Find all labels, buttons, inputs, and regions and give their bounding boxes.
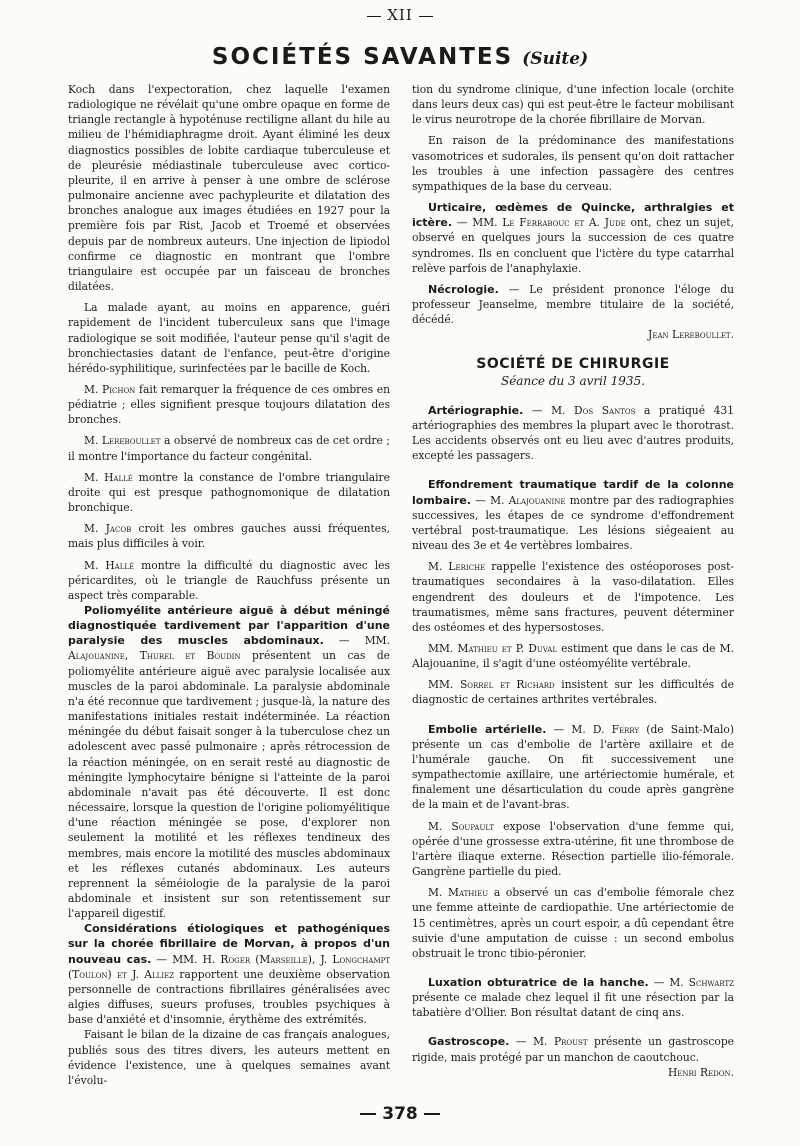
entry-title: Considérations étiologiques et pathogéniques sur la chorée fibrillaire de Morvan, à propos d'un nouveau cas.	[68, 922, 390, 966]
paragraph-text: a observé un cas d'embolie fémorale chez une femme atteinte de cardiopathie. Une artériectomie de 15 centimètres, après un court espoir, a dû cependant être suivie d'une amputation de cuisse : un second embolus obstruait le tronc tibio-péronier.	[412, 886, 734, 960]
page-number-dash-left	[360, 1113, 376, 1115]
paragraph	[68, 433, 390, 463]
paragraph-text: — Le président prononce l'éloge du professeur Jeanselme, membre titulaire de la société, décédé.	[412, 282, 734, 327]
speaker-name: MM. Mathieu et P. Duval	[428, 642, 558, 655]
entry-luxation: Luxation obturatrice de la hanche. — M. Schwartz présente ce malade chez lequel il fit une résection par la tabatière d'Ollier. Bon résultat datant de cinq ans.	[412, 975, 735, 1020]
paragraph-text: montre par des radiographies successives, les étapes de ce syndrome d'effondrement vertébral post-traumatique. Les lésions siégeaient au niveau des 3e et 4e vertèbres lombaires.	[412, 493, 734, 553]
speaker-name: M. Hallé	[84, 470, 133, 484]
paragraph	[68, 558, 390, 603]
speaker-name: M. Dos Santos	[551, 403, 636, 417]
entry-title: Urticaire, œdèmes de Quincke, arthralgies et ictère.	[412, 201, 734, 230]
entry-title: Gastroscope.	[428, 1035, 510, 1049]
entry-title: Poliomyélite antérieure aiguë à début méningé diagnostiquée tardivement par l'apparition d'une paralysie des muscles abdominaux.	[68, 604, 390, 648]
entry-title: Embolie artérielle.	[428, 722, 547, 736]
speaker-name: M. D. Ferry	[571, 722, 640, 736]
paragraph-text: montre la constance de l'ombre triangulaire droite qui est presque pathognomonique de dilatation bronchique.	[68, 470, 390, 515]
section-heading-suffix: (Suite)	[522, 49, 589, 69]
page-title	[0, 44, 800, 70]
paragraph: La malade ayant, au moins en apparence, guéri rapidement de l'incident tuberculeux sans que l'image radiologique se soit modifiée, l'auteur pense qu'il s'agit de bronchiectasies datant de l'enfance, peut-être d'origine hérédo-syphilitique, surinfectées par le bacille de Koch.	[68, 301, 390, 375]
entry-morvan: Considérations étiologiques et pathogéniques sur la chorée fibrillaire de Morvan, à propos d'un nouveau cas. — MM. H. Roger (Marseille), J. Longchampt (Toulon) et J. Alliez rapportent une deuxième observation personnelle de contractions fibrillaires généralisées avec algies diffuses, sueurs profuses, troubles psychiques à base d'anxiété et d'insomnie, érythème des extrémités.	[68, 922, 391, 1027]
entry-urticaire: Urticaire, œdèmes de Quincke, arthralgies et ictère. — MM. Le Ferrabouc et A. Jude ont, chez un sujet, observé en quelques jours la succession de ces quatre syndromes. Ils en concluent que l'ictère du type catarrhal relève parfois de l'anaphylaxie.	[412, 201, 735, 275]
signature: Jean Lereboullet.	[648, 328, 734, 342]
paragraph	[412, 559, 734, 635]
signature: Henri Redon.	[667, 1065, 734, 1079]
paragraph-text: présentent un cas de poliomyélite antérieure aiguë avec paralysie localisée aux muscles de la paroi abdominale. La paralysie abdominale n'a été reconnue que tardivement ; jusque-là, la nature des manifestations initiales restait indéterminée. La réaction méningée du début faisait songer à la tuberculose chez un adolescent avec passé pulmonaire ; après rétrocession de la réaction méningée, on en serait resté au diagnostic de méningite lymphocytaire bénigne si l'atteinte de la paroi abdominale n'avait pas été découverte. Il est donc nécessaire, lorsque la question de l'origine poliomyélitique d'une réaction méningée se pose, d'explorer non seulement la motilité et les réflexes tendineux des membres, mais encore la motilité des muscles abdominaux et les réflexes cutanés abdominaux. Les auteurs reprennent la séméiologie de la paralysie de la paroi abdominale et insistent sur son retentissement sur l'appareil digestif.	[68, 649, 390, 921]
paragraph: Koch dans l'expectoration, chez laquelle l'examen radiologique ne révélait qu'une ombre opaque en forme de triangle rectangle à hypoténuse rectiligne allant du hile au milieu de l'hémidiaphragme droit. Ayant éliminé les deux diagnostics possibles de lobite cardiaque tuberculeuse et de pleurésie médiastinale tuberculeuse avec cortico-pleurite, il en arrive à penser à une ombre de sclérose pulmonaire ancienne avec pachypleurite et dilatation des bronches analogue aux images étudiées en 1927 pour la première fois par Rist, Jacob et Troemé et observées depuis par de nombreux auteurs. Une injection de lipiodol confirme ce diagnostic en montrant que l'ombre triangulaire est occupée par un faisceau de bronches dilatées.	[68, 83, 390, 294]
speaker-name: MM. Sorrel et Richard	[428, 678, 555, 692]
paragraph	[68, 470, 390, 515]
paragraph-text: estiment que dans le cas de M. Alajouanine, il s'agit d'une ostéomyélite vertébrale.	[412, 642, 734, 671]
section-heading: SOCIÉTÉS SAVANTES	[211, 44, 514, 70]
folio	[0, 6, 800, 24]
entry-title: Nécrologie.	[428, 282, 499, 296]
speaker-name: MM. Le Ferrabouc et A. Jude	[472, 216, 626, 230]
entry-title: Effondrement traumatique tardif de la colonne lombaire.	[412, 478, 734, 507]
paragraph-text: fait remarquer la fréquence de ces ombres en pédiatrie ; elles signifient presque toujours dilatation des bronches.	[68, 382, 390, 427]
speaker-name: MM. H. Roger (Marseille), J. Longchampt (Toulon) et J. Alliez	[68, 952, 391, 981]
entry-title: Luxation obturatrice de la hanche.	[428, 975, 649, 989]
paragraph: En raison de la prédominance des manifestations vasomotrices et sudorales, ils pensent qu'on doit rattacher les troubles à une infection passagère des centres sympathiques de la base du cerveau.	[412, 134, 734, 193]
speaker-name: M. Pichon	[84, 382, 136, 396]
paragraph: tion du syndrome clinique, d'une infection locale (orchite dans leurs deux cas) qui est peut-être le facteur mobilisant le virus neurotrope de la chorée fibrillaire de Morvan.	[412, 83, 734, 127]
paragraph-text: (de Saint-Malo) présente un cas d'embolie de l'artère axillaire et de l'humérale gauche. On fit successivement une sympathectomie axillaire, une artériectomie humérale, et finalement une désarticulation du coude après gangrène de la main et de l'avant-bras.	[412, 722, 735, 812]
entry-embolie: Embolie artérielle. — M. D. Ferry (de Saint-Malo) présente un cas d'embolie de l'artère axillaire et de l'humérale gauche. On fit successivement une sympathectomie axillaire, une artériectomie humérale, et finalement une désarticulation du coude après gangrène de la main et de l'avant-bras.	[412, 722, 735, 812]
paragraph	[412, 885, 734, 961]
folio-number: XII	[387, 6, 413, 24]
folio-dash-right	[419, 16, 433, 17]
speaker-name: M. Alajouanine	[490, 493, 566, 507]
entry-arteriographie: Artériographie. — M. Dos Santos a pratiqué 431 artériographies des membres la plupart avec le thorotrast. Les accidents observés ont eu lieu avec d'autres produits, excepté les passagers.	[412, 403, 734, 463]
speaker-name: MM. Alajouanine, Thurel et Boudin	[68, 634, 390, 663]
session-date: Séance du 3 avril 1935.	[500, 373, 646, 388]
page-number-dash-right	[424, 1113, 440, 1115]
page-number	[0, 1104, 800, 1124]
entry-title: Artériographie.	[428, 403, 524, 417]
paragraph-text: a pratiqué 431 artériographies des membres la plupart avec le thorotrast. Les accidents observés ont eu lieu avec d'autres produits, excepté les passagers.	[412, 403, 734, 463]
speaker-name: M. Lereboullet	[84, 434, 161, 448]
speaker-name: M. Jacob	[84, 522, 132, 536]
paragraph	[68, 382, 390, 427]
entry-polio: Poliomyélite antérieure aiguë à début méningé diagnostiquée tardivement par l'apparition d'une paralysie des muscles abdominaux. — MM. Alajouanine, Thurel et Boudin présentent un cas de poliomyélite antérieure aiguë avec paralysie localisée aux muscles de la paroi abdominale. La paralysie abdominale n'a été reconnue que tardivement ; jusque-là, la nature des manifestations initiales restait indéterminée. La réaction méningée du début faisait songer à la tuberculose chez un adolescent avec passé pulmonaire ; après rétrocession de la réaction méningée, on en serait resté au diagnostic de méningite lymphocytaire bénigne si l'atteinte de la paroi abdominale n'avait pas été découverte. Il est donc nécessaire, lorsque la question de l'origine poliomyélitique d'une réaction méningée se pose, d'explorer non seulement la motilité et les réflexes tendineux des membres, mais encore la motilité des muscles abdominaux et les réflexes cutanés abdominaux. Les auteurs reprennent la séméiologie de la paralysie de la paroi abdominale et insistent sur son retentissement sur l'appareil digestif.	[68, 604, 390, 921]
paragraph	[412, 641, 734, 671]
speaker-name: M. Soupault	[428, 819, 495, 833]
paragraph-text: rappelle l'existence des ostéoporoses post-traumatiques secondaires à la vaso-dilatation. Elles engendrent des douleurs et de l'impotence. Les traumatismes, même sans fractures, peuvent déterminer des ostéomes et des hypersostoses.	[412, 560, 734, 634]
speaker-name: M. Hallé	[84, 558, 135, 572]
speaker-name: M. Mathieu	[428, 886, 489, 900]
paragraph	[68, 521, 390, 551]
paragraph-text: présente ce malade chez lequel il fit une résection par la tabatière d'Ollier. Bon résultat datant de cinq ans.	[412, 991, 734, 1020]
speaker-name: M. Proust	[533, 1035, 588, 1049]
paragraph-text: rapportent une deuxième observation personnelle de contractions fibrillaires généralisées avec algies diffuses, sueurs profuses, troubles psychiques à base d'anxiété et d'insomnie, érythème des extrémités.	[68, 967, 390, 1027]
section-title: SOCIÉTÉ DE CHIRURGIE	[476, 355, 670, 372]
paragraph	[412, 677, 734, 707]
paragraph-text: expose l'observation d'une femme qui, opérée d'une grossesse extra-utérine, fit une thrombose de l'artère iliaque externe. Résection partielle ilio-fémorale. Gangrène partielle du pied.	[412, 819, 734, 879]
left-column	[68, 82, 390, 1088]
paragraph-text: insistent sur les difficultés de diagnostic de certaines arthrites vertébrales.	[412, 678, 734, 707]
paragraph-text: a observé de nombreux cas de cet ordre ; il montre l'importance du facteur congénital.	[68, 434, 390, 463]
entry-necrologie	[412, 282, 734, 327]
speaker-name: M. Leriche	[428, 560, 486, 574]
paragraph-text: croit les ombres gauches aussi fréquentes, mais plus difficiles à voir.	[68, 522, 390, 551]
paragraph-text: ont, chez un sujet, observé en quelques jours la succession de ces quatre syndromes. Ils en concluent que l'ictère du type catarrhal relève parfois de l'anaphylaxie.	[412, 216, 735, 275]
entry-gastroscope: Gastroscope. — M. Proust présente un gastroscope rigide, mais protégé par un manchon de caoutchouc.	[412, 1035, 734, 1064]
right-column	[412, 82, 734, 1080]
section-header	[412, 357, 734, 389]
page-number-value: 378	[382, 1104, 418, 1124]
folio-dash-left	[367, 16, 381, 17]
paragraph: Faisant le bilan de la dizaine de cas français analogues, publiés sous des titres divers, les auteurs mettent en évidence l'existence, une à quelques semaines avant l'évolu-	[68, 1028, 390, 1087]
speaker-name: M. Schwartz	[669, 975, 735, 989]
paragraph	[412, 819, 734, 880]
paragraph-text: présente un gastroscope rigide, mais protégé par un manchon de caoutchouc.	[412, 1035, 734, 1064]
entry-effondrement: Effondrement traumatique tardif de la colonne lombaire. — M. Alajouanine montre par des radiographies successives, les étapes de ce syndrome d'effondrement vertébral post-traumatique. Les lésions siégeaient au niveau des 3e et 4e vertèbres lombaires.	[412, 478, 734, 553]
paragraph-text: montre la difficulté du diagnostic avec les péricardites, où le triangle de Rauchfuss présente un aspect très comparable.	[68, 558, 390, 602]
